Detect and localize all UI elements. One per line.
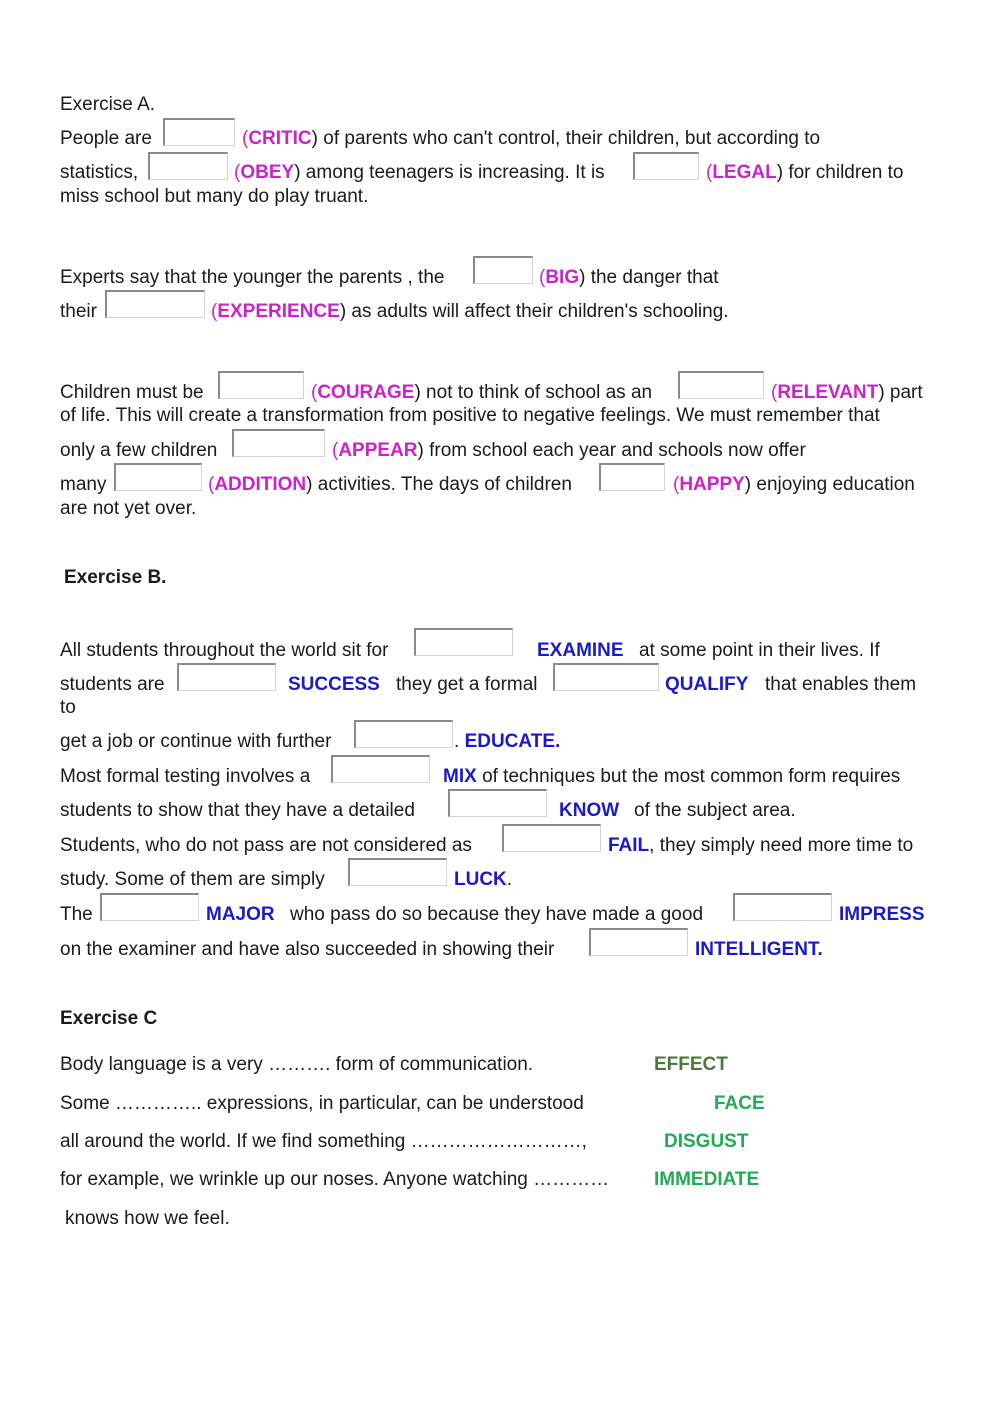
text: they get a formal	[396, 674, 538, 695]
word-form-clue: DISGUST	[664, 1131, 749, 1152]
word-form-clue: INTELLIGENT.	[695, 939, 823, 960]
word-form-clue: COURAGE	[317, 382, 415, 403]
sentence-line	[211, 301, 729, 323]
word-form-clue: IMMEDIATE	[654, 1169, 760, 1190]
answer-input-major[interactable]	[100, 893, 199, 921]
text: are not yet over.	[60, 498, 197, 519]
word-form-clue: BIG	[545, 267, 580, 288]
answer-input-addition[interactable]	[114, 463, 202, 491]
word-form-clue: ADDITION	[214, 474, 307, 495]
text: Experts say that the younger the parents , the	[60, 267, 445, 288]
text: to	[60, 697, 76, 718]
text: ) as adults will affect their children's schooling.	[339, 301, 729, 322]
sentence-line	[208, 474, 572, 496]
word-form-clue: MAJOR	[206, 904, 275, 925]
answer-input-fail[interactable]	[502, 824, 601, 852]
text: of the subject area.	[634, 800, 796, 821]
answer-input-legal[interactable]	[633, 152, 699, 180]
answer-input-know[interactable]	[448, 789, 547, 817]
text: of techniques but the most common form requires	[482, 766, 901, 787]
word-form-clue: QUALIFY	[665, 674, 749, 695]
word-form-clue: SUCCESS	[288, 674, 380, 695]
text: Students, who do not pass are not considered as	[60, 835, 472, 856]
text: ) activities. The days of children	[306, 474, 572, 495]
sentence-line	[332, 440, 806, 462]
answer-input-educate[interactable]	[354, 720, 453, 748]
paren: (	[706, 162, 713, 183]
text: Most formal testing involves a	[60, 766, 311, 787]
paren: (	[771, 382, 778, 403]
sentence-line	[771, 382, 923, 404]
answer-input-experience[interactable]	[105, 290, 205, 318]
text: Some ………….. expressions, in particular, can be understood	[60, 1093, 584, 1114]
exercise-b-title: Exercise B.	[64, 567, 167, 588]
text: The	[60, 904, 93, 925]
answer-input-relevant[interactable]	[678, 371, 764, 399]
text: students to show that they have a detailed	[60, 800, 415, 821]
answer-input-obey[interactable]	[148, 152, 228, 180]
word-form-clue: OBEY	[240, 162, 295, 183]
sentence-line	[311, 382, 652, 404]
text: ) the danger that	[579, 267, 719, 288]
word-form-clue: FAIL	[608, 835, 650, 856]
exercise-a-title: Exercise A.	[60, 94, 156, 115]
paren: (	[673, 474, 680, 495]
sentence-line	[443, 766, 900, 788]
paren: (	[234, 162, 241, 183]
sentence-line	[608, 835, 913, 857]
word-form-clue: EDUCATE.	[464, 731, 561, 752]
text: only a few children	[60, 440, 218, 461]
text: who pass do so because they have made a good	[290, 904, 704, 925]
paren: (	[539, 267, 546, 288]
text: many	[60, 474, 107, 495]
paren: (	[211, 301, 218, 322]
answer-input-happy[interactable]	[599, 463, 665, 491]
text: that enables them	[765, 674, 917, 695]
word-form-clue: IMPRESS	[839, 904, 925, 925]
word-form-clue: LEGAL	[712, 162, 777, 183]
word-form-clue: EXAMINE	[537, 640, 624, 661]
word-form-clue: RELEVANT	[777, 382, 879, 403]
text: All students throughout the world sit for	[60, 640, 389, 661]
text: miss school but many do play truant.	[60, 186, 369, 207]
word-form-clue: EXPERIENCE	[217, 301, 340, 322]
text: Body language is a very ………. form of communication.	[60, 1054, 534, 1075]
paren: (	[332, 440, 339, 461]
answer-input-luck[interactable]	[348, 858, 447, 886]
text: ) not to think of school as an	[414, 382, 653, 403]
text: ) from school each year and schools now offer	[417, 440, 806, 461]
text: study. Some of them are simply	[60, 869, 325, 890]
word-form-clue: MIX	[443, 766, 477, 787]
text: People are	[60, 128, 152, 149]
text: knows how we feel.	[65, 1208, 230, 1229]
word-form-clue: LUCK	[454, 869, 507, 890]
answer-input-examine[interactable]	[414, 628, 513, 656]
text: at some point in their lives. If	[639, 640, 880, 661]
text: all around the world. If we find something ………………………,	[60, 1131, 587, 1152]
text: statistics,	[60, 162, 139, 183]
answer-input-impress[interactable]	[733, 893, 832, 921]
text: ) of parents who can't control, their children, but according to	[311, 128, 821, 149]
text: ) enjoying education	[744, 474, 915, 495]
answer-input-courage[interactable]	[218, 371, 304, 399]
paren: (	[242, 128, 249, 149]
word-form-clue: APPEAR	[338, 440, 418, 461]
text: of life. This will create a transformation from positive to negative feelings. We must remember that	[60, 405, 880, 426]
answer-input-mix[interactable]	[331, 755, 430, 783]
answer-input-qualify[interactable]	[553, 663, 659, 691]
answer-input-critic[interactable]	[163, 118, 235, 146]
text: ) among teenagers is increasing. It is	[294, 162, 605, 183]
text: , they simply need more time to	[649, 835, 914, 856]
text: for example, we wrinkle up our noses. Anyone watching …………	[60, 1169, 610, 1190]
text: ) for children to	[776, 162, 904, 183]
sentence-line	[673, 474, 915, 496]
text: .	[506, 869, 513, 890]
text: on the examiner and have also succeeded in showing their	[60, 939, 555, 960]
word-form-clue: HAPPY	[679, 474, 745, 495]
sentence-line	[706, 162, 903, 184]
text: .	[454, 731, 460, 752]
exercise-c-title: Exercise C	[60, 1008, 158, 1029]
text: Children must be	[60, 382, 204, 403]
word-form-clue: CRITIC	[248, 128, 312, 149]
answer-input-intelligent[interactable]	[589, 928, 688, 956]
paren: (	[208, 474, 215, 495]
sentence-line	[234, 162, 605, 184]
answer-input-success[interactable]	[177, 663, 276, 691]
text: get a job or continue with further	[60, 731, 332, 752]
word-form-clue: FACE	[714, 1093, 765, 1114]
word-form-clue: KNOW	[559, 800, 620, 821]
text: students are	[60, 674, 165, 695]
sentence-line	[242, 128, 820, 150]
sentence-line	[454, 731, 560, 753]
word-form-clue: EFFECT	[654, 1054, 728, 1075]
paren: (	[311, 382, 318, 403]
sentence-line	[454, 869, 512, 891]
text: their	[60, 301, 97, 322]
text: ) part	[878, 382, 923, 403]
answer-input-appear[interactable]	[232, 429, 325, 457]
answer-input-big[interactable]	[473, 256, 533, 284]
sentence-line	[539, 267, 719, 289]
